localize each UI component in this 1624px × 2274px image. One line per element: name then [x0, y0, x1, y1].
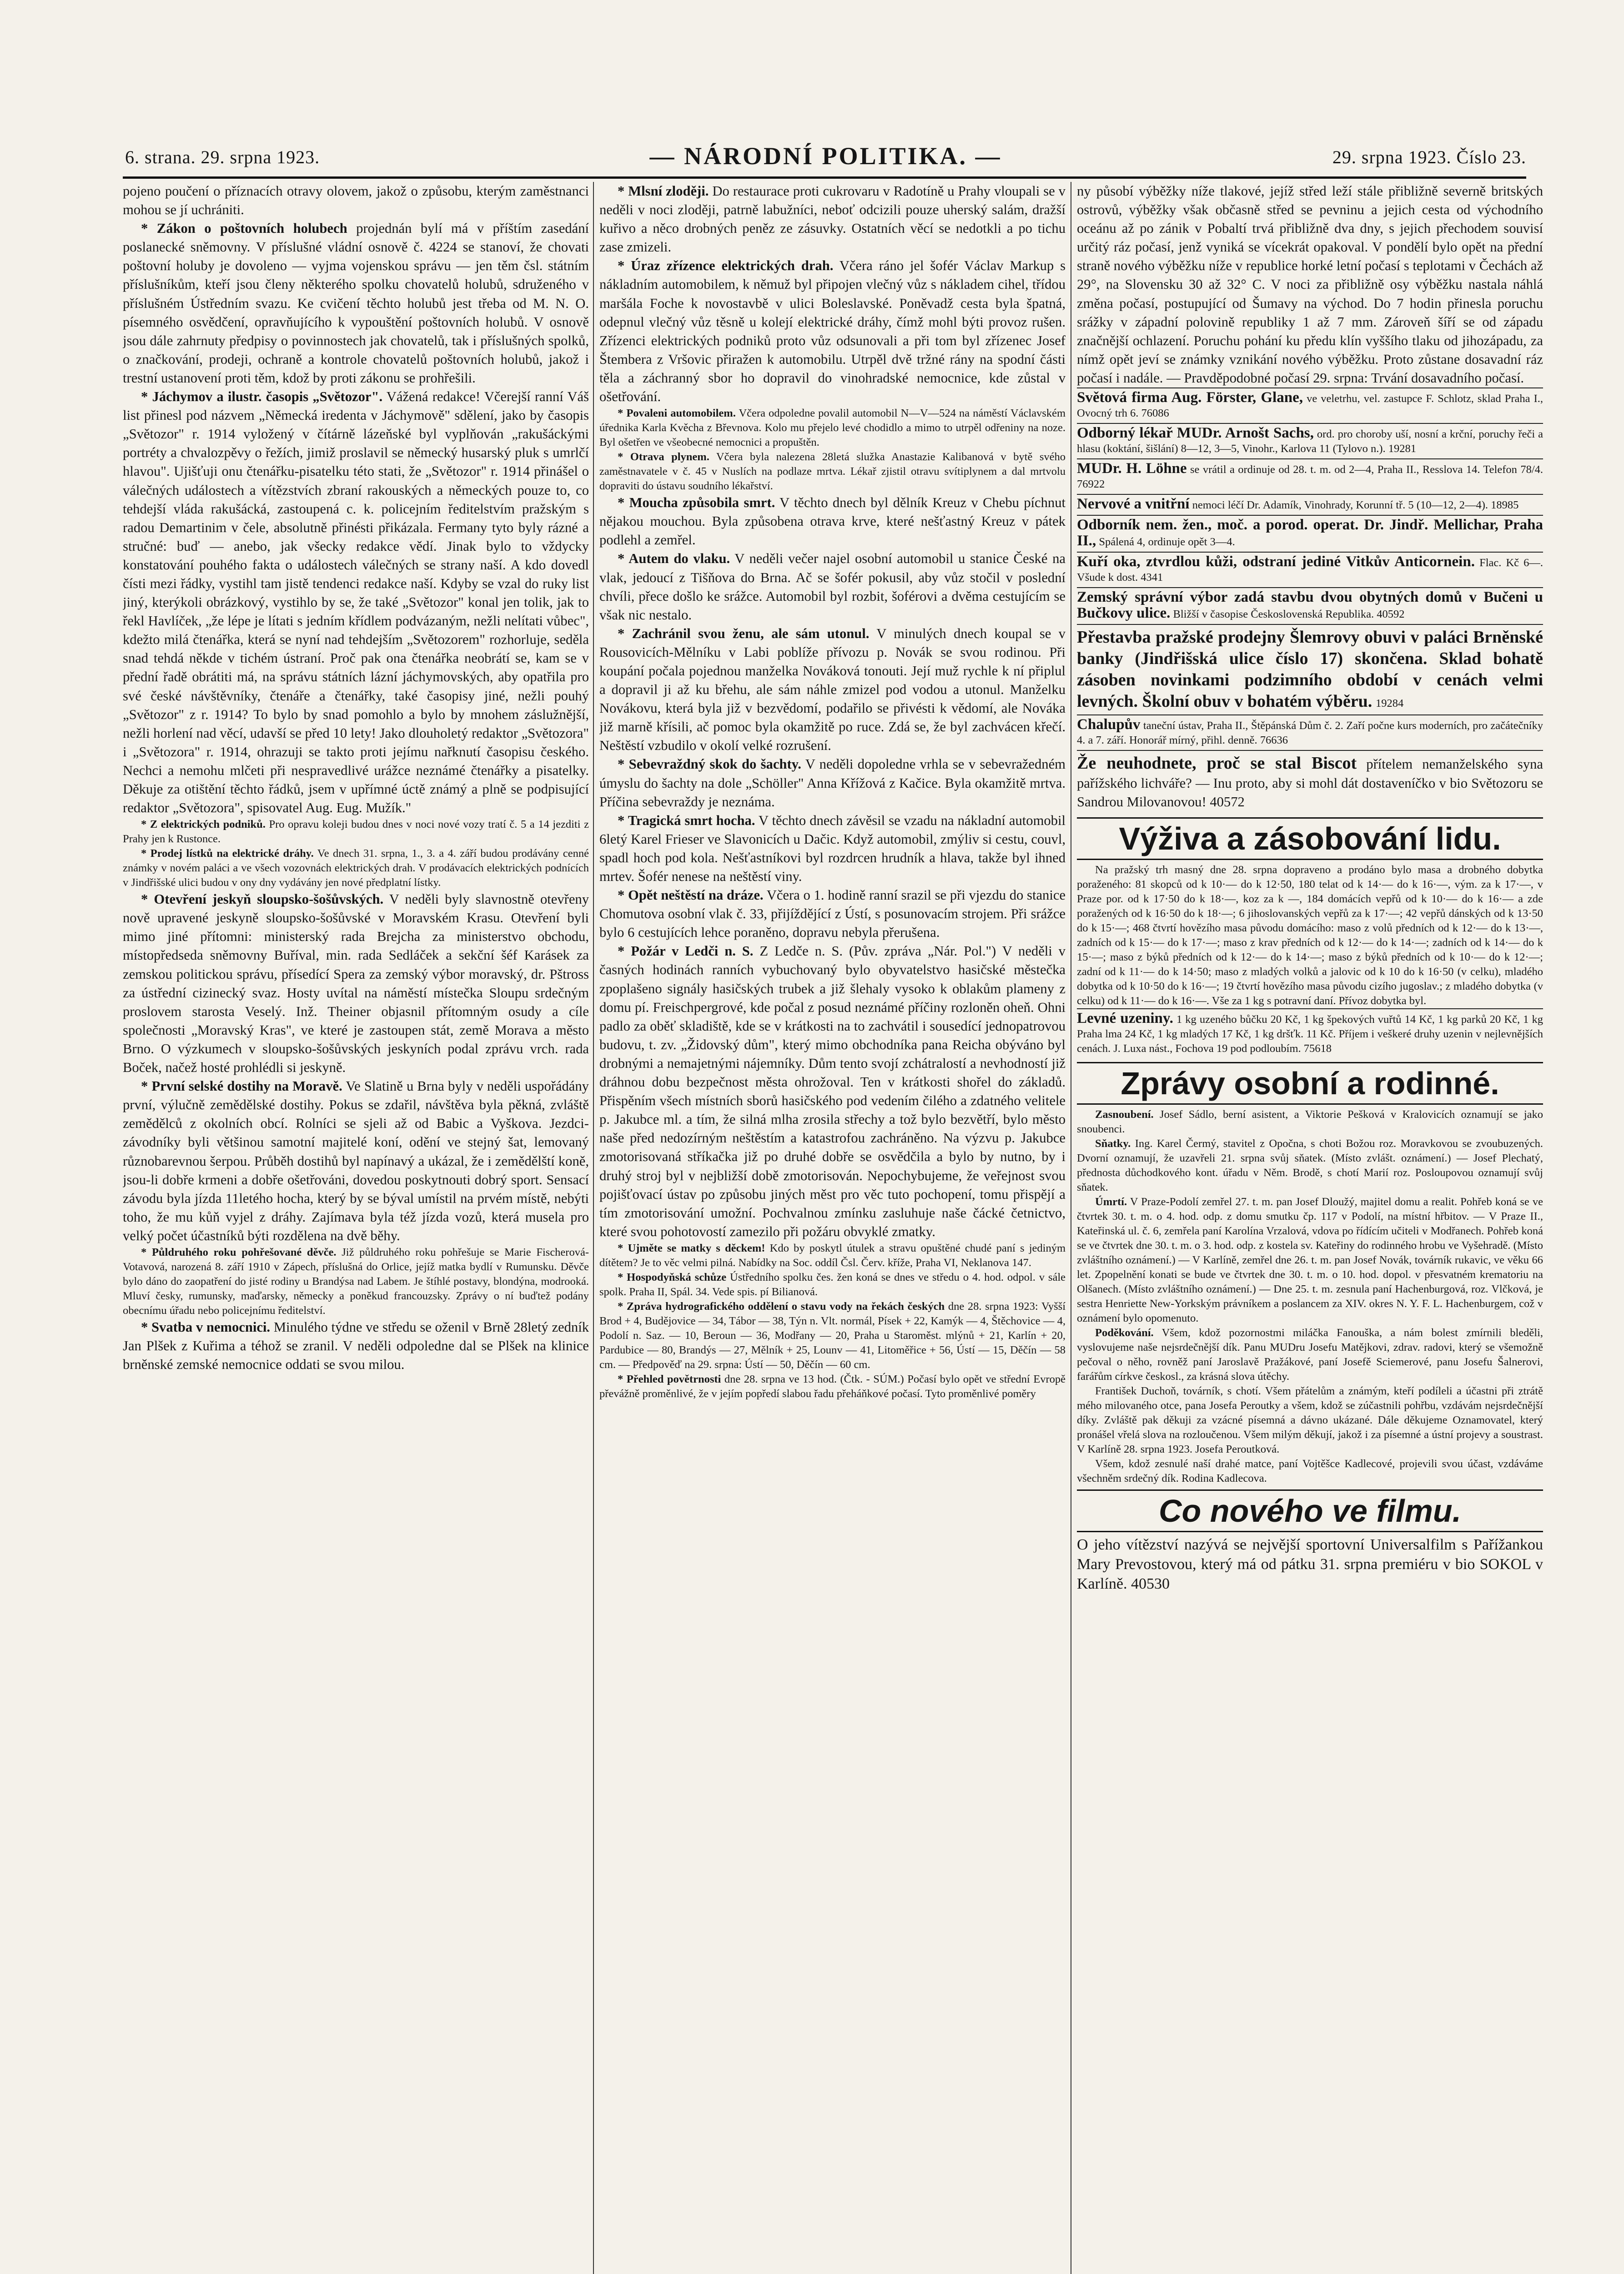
article-title: * Požár v Ledči n. S. [618, 943, 754, 959]
article-title: * Přehled povětrnosti [618, 1373, 721, 1385]
ad-body: ord. pro choroby uší, nosní a krční, poruchy řeči a hlasu (koktání, šišlání) 8—12, 3—5, Vinohr., Karlova 11 (Tylovo n.). 19281 [1077, 428, 1543, 455]
article [123, 846, 589, 890]
notice-title: Poděkování. [1095, 1327, 1154, 1339]
notice-body: Všem, kdož pozornostmi miláčka Fanouška, a nám bolest zmírnili bleděli, vyslovujeme naše nejsrdečnější dík. Panu MUDru Josefu Matějkovi, zdrav. radovi, který se všemožně pečoval o něho, rovněž paní Jaroslavě Pražákové, paní Josefě Sciemerové, panu Josefu Šalnerovi, farářům církve českosl., za krásná slova útěchy. [1077, 1327, 1543, 1383]
column-divider [593, 182, 594, 2274]
article-body: Minulého týdne ve středu se oženil v Brně 28letý zedník Jan Plšek z Kuřima a téhož se zranil. V neděli odpoledne dal se Plšek na klinice brněnské zemské nemocnice oddati se svou milou. [123, 1319, 589, 1373]
classified-ad [1077, 714, 1543, 750]
personal-notice [1077, 1137, 1543, 1195]
ad-title: Přestavba pražské prodejny Šlemrovy obuvi v paláci Brněnské banky (Jindřišská ulice číslo 17) skončena. Sklad bohatě zásoben novinkami podzimního období v cenách velmi levných. Školní obuv v bohatém výběru. [1077, 628, 1543, 711]
personal-notice [1077, 1326, 1543, 1384]
article-body: Kdo by poskytl útulek a stravu opuštěné chudé paní s jediným dítětem? Je to věc velmi pilná. Nabídky na Soc. oddíl Čsl. Červ. kříže, Praha VI, Neklanova 147. [599, 1242, 1066, 1269]
article [599, 257, 1066, 406]
article-title: * Ujměte se matky s děckem! [618, 1242, 765, 1254]
article [599, 1241, 1066, 1270]
notice-title: Sňatky. [1095, 1137, 1131, 1150]
article-body: V neděli dopoledne vrhla se v sebevražedném úmyslu do šachty na dole „Schöller" Anna Křížová z Kačice. Byla okamžitě mrtva. Příčina sebevraždy je neznáma. [599, 756, 1066, 810]
ad-title: Nervové a vnitřní [1077, 496, 1190, 513]
article-title: * Mlsní zloději. [618, 183, 709, 199]
article-body: Vážená redakce! Včerejší ranní Váš list přinesl pod názvem „Německá iredenta v Jáchymově" sdělení, jako by časopis „Světozor" r. 1914 vyložený v čítárně lázeňské byl vyplňován „rakušáckými portréty a chvalozpěvy o řežích, jimiž proslavil se německý husarský pluk s umrlčí hlavou". Ujišťuji onu čtenářku-pisatelku této stati, že „Světozor" r. 1914 přinášel o válečných událostech a vítězstvích zbraní rakouských a německých pouze to, co tehdejší vláda rakušácká, zastoupená c. k. policejním ředitelstvím pražským s radou Demartinim v čele, absolutně přinésti přikázala. Fermany tyto byly rázné a stručné: buď — anebo, jak všecky redakce vědí. Jinak bylo to vždycky konstatování pouhého fakta o událostech válečných se strany naší. A kdo dovedl čísti mezi řádky, vystihl tam jistě tendenci redakce naší. Kdyby se vzal do ruky list jiný, kterýkoli obrázkový, vystihlo by se, že také „Světozor" konal jen tolik, jak to řekl Havlíček, „že lépe je lítati s jedním křídlem podvázaným, nežli nelítati vůbec", kdežto milá čtenářka, která se nyní nad tehdejším „Světozorem" rozhorluje, seděla snad tehdá někde v tichém ústraní. Proč pak ona čtenářka neobrátí se, kam se v přední řadě obrátiti má, na správu státních lázní jáchymovských, aby opatřila pro své české návštěvníky, čtenáře a čtenářky, také časopisy jiné, nežli pouhý „Světozor" z r. 1914? To bylo by snad pomohlo a bylo by mnohem záslužnější, nežli horlení nad věcí, udavší se před 10 lety! Jako dlouholetý redaktor „Světozora" i „Světozora" r. 1914, ohrazuji se takto proti jejímu nařknutí časopisu českého. Nechci a nemohu mlčeti při nespravedlivé urážce neznámé čtenářky a pisatelky. Děkuje za otištění těchto řádků, jsem v upřímné úctě známý a plně se podpisující redaktor „Světozora", spisovatel Aug. Eug. Mužík." [123, 389, 589, 816]
article-body: dne 28. srpna ve 13 hod. (Čtk. - SÚM.) Počasí bylo opět ve střední Evropě převážně proměnlivé, že v jejím popředí slabou řadu přeháňkové počasí. Tyto proměnlivé poměry [599, 1373, 1066, 1400]
article-body: Již půldruhého roku pohřešuje se Marie Fischerová-Votavová, narozená 8. září 1910 v Zápech, příslušná do Orlice, jejíž matka bydlí v Rumunsku. Děvče bylo dáno do zaopatření do jisté rodiny u Brandýsa nad Labem. Je štíhlé postavy, blondýna, modrooká. Mluví česky, rumunsky, maďarsky, německy a poněkud francouzsky. Zprávy o ní buďtež podány obecnímu úřadu nebo policejnímu ředitelství. [123, 1246, 589, 1317]
classified-ad [1077, 552, 1543, 587]
article [599, 493, 1066, 549]
ad-title: MUDr. H. Löhne [1077, 460, 1187, 477]
article-title: * Z elektrických podniků. [141, 818, 266, 831]
article [599, 755, 1066, 811]
article-body: Včera odpoledne povalil automobil N—V—524 na náměstí Václavském úřednika Karla Kvěcha z Břevnova. Kolo mu přejelo levé chodidlo a mimo to utrpěl odřeniny na noze. Byl ošetřen ve všeobecné nemocnici a propuštěn. [599, 407, 1066, 449]
article-body: V neděli byly slavnostně otevřeny nově upravené jeskyně sloupsko-šošůvské v Moravském Krasu. Otevření byli mimo jiné přítomni: ministerský rada Brejcha za ministerstvo obchodu, místopředseda sněmovny Buříval, min. rada Sedláček a sekční šéf Karásek za zemskou politickou správu, přísedící Spera za zemský výbor moravský, dr. Pštross za ústřední cizinecký svaz. Hosty uvítal na náměstí místečka Sloupu srdečným proslovem starosta Veselý. Inž. Theiner objasnil přítomným osudy a cíle společnosti „Moravský Kras", ve které je zastoupen stát, země Morava a město Brno. O výzkumech v sloupsko-šošůvských jeskyních podal zprávu vrch. rada Boček, načež hosté prohlédli si jeskyně. [123, 891, 589, 1076]
article-title: * Úraz zřízence elektrických drah. [618, 258, 834, 274]
article-body: Ve dnech 31. srpna, 1., 3. a 4. září budou prodávány cenné známky v novém paláci a ve všech vozovnách elektrických drah. V prodávacích elektrických podnících v Jindřišské ulici budou v ony dny vydávány jen nové předplatní lístky. [123, 847, 589, 889]
article-title: * Otrava plynem. [618, 451, 709, 463]
article-body: Z Ledče n. S. (Pův. zpráva „Nár. Pol.") V neděli v časných hodinách ranních vybuchovaný bylo obyvatelstvo hasičské městečka zpoplašeno signály hasičských trubek a již šlehaly vysoko k oblakům plameny z domu pí. Freischpergrové, kde počal z posud neznámé příčiny rozloněn oheň. Ohni padlo za oběť skladiště, kde se v krátkosti na to zachvátil i sousedící jednopatrovou budovu, t. zv. „Židovský dům", který mimo obchodníka pana Reicha obýváno byl drobnými a nemajetnými nájemníky. Dům tento svojí zchátralostí a nevhodností již dráhnou dobu bezpečnost města ohrožoval. Ten v krátkosti shořel do základů. Přispěním všech místních sborů hasičského pod vedením čilého a zdatného velitele p. Jakubce ml. a tím, že silná mlha zrosila střechy a tož bylo bezvětří, bylo město naše před nedozírným neštěstím a katastrofou zachráněno. Na výzvu p. Jakubce zmotorisovaná stříkačka již po druhé dobře se osvědčila a bylo by nutno, by i druhý stroj byl v nejbližší době zmotorisován. Nepochybujeme, že veřejnost svou pojišťovací ústav po způsobu jiných měst pro věc tuto pochopení, tomu přispějí a tím zmotorisování umožní. Pochvalnou zmínku zasluhuje naše čácké četnictvo, které svou pohotovostí zamezilo při požáru obvyklé zmatky. [599, 943, 1066, 1239]
article-title: * Moucha způsobila smrt. [618, 495, 775, 511]
ad-body: přítelem nemanželského syna pařížského lichváře? — Inu proto, aby si mohl dát dostaveníčko v bio Světozoru se Sandrou Milovanovou! 40572 [1077, 756, 1543, 810]
header-rule [123, 176, 1526, 179]
notice-body: Josef Sádlo, berní asistent, a Viktorie Pešková v Kralovicích oznamují se jako snoubenci. [1077, 1108, 1543, 1136]
article [599, 1372, 1066, 1401]
article-body: pojeno poučení o příznacích otravy olovem, jakož o způsobu, kterým zaměstnanci mohou se jí uchrániti. [123, 183, 589, 218]
masthead-title: — NÁRODNÍ POLITIKA. — [649, 142, 1002, 170]
article-title: * Jáchymov a ilustr. časopis „Světozor". [141, 389, 383, 405]
notice-title: Úmrtí. [1095, 1196, 1127, 1208]
article-title: * Autem do vlaku. [618, 551, 730, 567]
ad-title: Odborný lékař MUDr. Arnošt Sachs, [1077, 425, 1314, 442]
column-1 [123, 182, 589, 2274]
display-ad [1077, 750, 1543, 814]
article [123, 219, 589, 387]
ad-title: Levné uzeniny. [1077, 1010, 1173, 1027]
article-body: Ve Slatině u Brna byly v neděli uspořádány první, výlučně zemědělské dostihy. Pokus se zdařil, návštěva byla pěkná, zvláště zemědělců z okolních obcí. Rolníci se sjeli až od Babic a Vyškova. Jezdci-závodníky byli většinou samotní majitelé koní, odění ve stejný šat, lemovaný různobarevnou šerpou. Průběh dostihů byl napínavý a ukázal, že i zemědělští koně, jsou-li dobře krmeni a dobře ošetřováni, dovedou poskytnouti dobrý sport. Sensací závodu byla jízda 11letého hocha, který by se býval umístil na prvém místě, nebýti toho, že mu kůň vyjel z dráhy. Zajímava byla též jízda vozů, která musela pro velký počet účastníků býti rozdělena na dvě běhy. [123, 1078, 589, 1243]
page-header [125, 142, 1526, 174]
article-title: * Půldruhého roku pohřešované děvče. [141, 1246, 337, 1258]
article [599, 942, 1066, 1241]
classified-ad [1077, 423, 1543, 458]
article-body: Pro opravu koleji budou dnes v noci nové vozy tratí č. 5 a 14 jezditi z Prahy jen k Rustonce. [123, 818, 589, 845]
article-body: Včera ráno jel šofér Václav Markup s nákladním automobilem, k němuž byl připojen vlečný vůz s nákladem cihel, třídou maršála Foche k novostavbě v ulici Boleslavské. Poněvadž cesta byla špatná, odepnul vlečný vůz těsně u kolejí elektrické dráhy, čímž mohl býti provoz rušen. Zřízenci elektrických podniků proto vůz odsunovali a při tom byl zřízenec Josef Štembera z Vršovic přiražen k automobilu. Utrpěl dvě tržné rány na spodní části těla a záchranný sbor ho dopravil do vinohradské nemocnice, kde zůstal v ošetřování. [599, 258, 1066, 405]
section-heading: Zprávy osobní a rodinné. [1077, 1062, 1543, 1105]
article-body: Včera o 1. hodině ranní srazil se při vjezdu do stanice Chomutova osobní vlak č. 33, přijíždějící z Ústí, s posunovacím strojem. Při srážce bylo 6 cestujících lehce poraněno, dopravu nebyla přerušena. [599, 887, 1066, 941]
article-title: * Otevření jeskyň sloupsko-šošůvských. [141, 891, 384, 907]
issue-date-number: 29. srpna 1923. Číslo 23. [1332, 147, 1526, 167]
classified-ad [1077, 387, 1543, 423]
classified-ad [1077, 1008, 1543, 1058]
article-title: * Svatba v nemocnici. [141, 1319, 271, 1335]
article-body: V těchto dnech byl dělník Kreuz v Chebu píchnut nějakou mouchou. Byla způsobena otrava krve, které nešťastný Kreuz v pátek podlehl a zemřel. [599, 495, 1066, 548]
personal-notice [1077, 1384, 1543, 1457]
column-2 [599, 182, 1066, 2274]
article-body: V neděli večer najel osobní automobil u stanice České na vlak, jedoucí z Tišňova do Brna. Ač se šofér pokusil, aby vůz stočil v poslední chvíli, přece došlo ke srážce. Automobil byl rozbit, šoférovi a dvěma cestujícím se však nic nestalo. [599, 551, 1066, 623]
notice-title: Zasnoubení. [1095, 1108, 1154, 1121]
article [123, 182, 589, 219]
ad-title: Že neuhodnete, proč se stal Biscot [1077, 754, 1357, 773]
article [599, 624, 1066, 755]
weather-report: ny působí výběžky níže tlakové, jejíž střed leží stále přibližně severně britských ostrovů, výběžky však občasně střed se pevninu a jejich cesta od východního oceánu až po zánik v Pobaltí trvá přibližně dva dny, s jejich přechodem souvisí určitý ráz počasí, jenž vyniká se vícekrát opakoval. V pondělí bylo opět na přední straně nového výběžku níže v republice horké letní počasí s teplotami v Čechách až 29°, na Slovensku 30 až 32° C. V noci za přibližně osy výběžku nastala náhlá změna počasí, postupující od Šumavy na východ. Do 7 hodin přinesla poruchu srážky v západní polovině republiky 1 až 7 mm. Zároveň šíří se od západu značnější ochlazení. Poruchu pohání ku předu klín vyššího tlaku od jihozápadu, za nímž opět jeví se známky vznikání nového výběžku. Proto zůstane dosavadní ráz počasí i nadále. — Pravděpodobné počasí 29. srpna: Trvání dosavadního počasí. [1077, 183, 1543, 386]
page-number-date: 6. strana. 29. srpna 1923. [125, 147, 320, 167]
article-body: V minulých dnech koupal se v Rousovicích-Mělníku v Labi poblíže přívozu p. Novák se svou rodinou. Při koupání počala pojednou manželka Nováková tonouti. Její muž rychle k ní připlul a dopravil ji až ku břehu, ale sám náhle zmizel pod vodou a utonul. Manželku Novákovu, která byla již v bezvědomí, podařilo se přivésti k vědomí, ale Nováka již marně křísili, ač pomoc byla okamžitě po ruce. Zdá se, že byl zachvácen křečí. Neštěstí vzbudilo v okolí velké rozrušení. [599, 625, 1066, 754]
column-3 [1077, 182, 1543, 2274]
personal-notice [1077, 1457, 1543, 1486]
personal-notice [1077, 1107, 1543, 1137]
article-body: V těchto dnech závěsil se vzadu na nákladní automobil 6letý Karel Frieser ve Slavonicích u Dačic. Když automobil, zmýliv si cestu, couvl, spadl hoch pod kola. Nešťastníkovi byl rozdrcen hrudník a hlava, takže byl ihned mrtev. Šofér nenese na neštěstí viny. [599, 812, 1066, 884]
article-title: * Sebevraždný skok do šachty. [618, 756, 801, 772]
article-title: * Zákon o poštovních holubech [141, 221, 347, 236]
section-heading: Co nového ve filmu. [1077, 1489, 1543, 1532]
article-title: * Zachránil svou ženu, ale sám utonul. [618, 625, 870, 641]
article-title: * Prodej lístků na elektrické dráhy. [141, 847, 314, 860]
ad-body: Bližší v časopise Československá Republika. 40592 [1173, 608, 1405, 621]
article-body: Do restaurace proti cukrovaru v Radotíně u Prahy vloupali se v neděli v noci zloději, patrně labužníci, neboť odcizili pouze uherský salám, dražší kuřivo a něco drobných peněz ze zásuvky. Ostatních věcí se nedotkli a po tichu zase zmizeli. [599, 183, 1066, 255]
article [599, 406, 1066, 450]
ad-title: Odborník nem. žen., moč. a porod. operat. Dr. Jindř. Mellichar, Praha II., [1077, 517, 1543, 549]
article-body: Včera byla nalezena 28letá služka Anastazie Kalibanová v bytě svého zaměstnavatele v č. 45 v Nuslích na podlaze mrtva. Lékař zjistil otravu svítiplynem a dal mrtvolu dopraviti do ústavu soudního lékařství. [599, 451, 1066, 493]
ad-body: nemoci léčí Dr. Adamík, Vinohrady, Korunní tř. 5 (10—12, 2—4). 18985 [1192, 499, 1519, 512]
notice-body: František Duchoň, továrník, s chotí. Všem přátelům a známým, kteří podíleli a účastni při ztrátě mého milovaného otce, pana Josefa Peroutky a všem, kdož se zúčastnili pohřbu, vzdávám nejsrdečnější díky. Zvláště pak děkuji za vzácné písemná a dávno ukázané. Dále děkujeme Oznamovatel, který pronášel vřelá slova na rozloučenou. Všem milým děkují, jakož i za písemné a ústní projevy a soustrast. V Karlíně 28. srpna 1923. Josefa Peroutková. [1077, 1385, 1543, 1456]
notice-body: V Praze-Podolí zemřel 27. t. m. pan Josef Dloužý, majitel domu a realit. Pohřeb koná se ve čtvrtek 30. t. m. o 4. hod. odp. z domu smutku čp. 117 v Podolí, na místní hřbitov. — V Praze II., Kateřinská ul. č. 6, zemřela paní Karolína Vrzalová, vdova po řídícím učiteli v Modřanech. Pohřeb koná se ve čtvrtek dne 30. t. m. o 3. hod. odp. z kostela sv. Kateřiny do rodinného hrobu ve Vyšehradě. (Místo zvláštního oznámení.) — V Karlíně, zemřel dne 26. t. m. pan Josef Novák, továrník rukavic, ve věku 66 let. Zpopelnění konati se bude ve čtvrtek dne 30. t. m. o 10. hod. dopol. v přesvatném krematoriu na Olšanech. (Místo zvláštního oznámení.) — Dne 25. t. m. zesnula paní Hachenburgová, roz. Vlčková, je sestra Henriette New-Yorkským právníkem a poslancem za XIV. okres N. Y. F. L. Hachenburgem, což v oznámení bylo opomenuto. [1077, 1196, 1543, 1325]
article [599, 1299, 1066, 1372]
ad-body: Spálená 4, ordinuje opět 3—4. [1099, 536, 1235, 548]
article [599, 549, 1066, 624]
article [123, 387, 589, 817]
classified-ad [1077, 458, 1543, 494]
article [599, 1270, 1066, 1299]
section-heading: Výživa a zásobování lidu. [1077, 817, 1543, 860]
article [599, 811, 1066, 886]
display-ad [1077, 624, 1543, 714]
ad-body: 19284 [1375, 697, 1404, 710]
classified-ad [1077, 494, 1543, 515]
classified-ad [1077, 515, 1543, 552]
article-title: * Hospodyňská schůze [618, 1271, 727, 1283]
article [123, 1318, 589, 1374]
article [123, 1245, 589, 1318]
ad-title: Světová firma Aug. Förster, Glane, [1077, 389, 1303, 406]
article [123, 1077, 589, 1245]
article [599, 450, 1066, 493]
article-title: * Povaleni automobilem. [618, 407, 736, 420]
ad-body: Flac. Kč 6—. Všude k dost. 4341 [1077, 557, 1543, 584]
ad-title: Zemský správní výbor zadá stavbu dvou obytných domů v Bučeni u Bučkovy ulice. [1077, 589, 1543, 622]
article-body: dne 28. srpna 1923: Vyšší Brod + 4, Budějovice — 34, Tábor — 38, Týn n. Vlt. normál, Písek + 22, Kamýk — 4, Štěchovice — 4, Podolí n. Saz. — 10, Beroun — 36, Modřany — 20, Praha u Staroměst. mlýnů + 21, Karlín + 20, Pardubice — 80, Brandýs — 27, Mělník + 25, Lounv — 41, Litoměřice + 56, Ústí — 15, Děčín — 58 cm. — Předpověď na 29. srpna: Ústí — 50, Děčín — 60 cm. [599, 1300, 1066, 1371]
article-title: * První selské dostihy na Moravě. [141, 1078, 342, 1094]
classified-ad [1077, 587, 1543, 624]
article-body: projednán bylí má v příštím zasedání poslanecké sněmovny. V příslušné vládní osnově č. 4224 se stanoví, že chovati poštovní holuby je dovoleno — vyjma vojenskou správu — jen těm čsl. státním příslušníkům, kteří jsou členy některého spolku chovatelů holubů, sdruženého v příslušném Ústředním svazu. Ke cvičení těchto holubů jest třeba od M. N. O. písemného osvědčení, opravňujícího k vypouštění poštovních holubů. V osnově jsou dále zahrnuty předpisy o povinnostech jak chovatelů, tak i příslušných spolků, o značkování, prodeji, ochraně a kontrole chovatelů poštovních holubů, jakož i trestní ustanovení proti těm, kdož by proti zákonu se prohřešili. [123, 221, 589, 386]
market-report: Na pražský trh masný dne 28. srpna dopraveno a prodáno bylo masa a drobného dobytka poraženého: 81 skopců od k 10·— do k 12·50, 180 telat od k 14·— do k 16·—, vým. za k 17·—, v Praze por. od k 17·50 do k 18·—, koz za k —, 184 domácích vepřů od k 10·— do k 16·— a zde poražených od k 16·50 do k 18·—; 6 jihoslovanských vepřů za k 17·—; 42 vepřů dánských od k 13·50 do k 15·—; 468 čtvrtí hovězího masa původu domácího: maso z volů předních od k 12·— do k 13·—, zadních od k 15·— do k 17·—; maso z krav předních od k 12·— do k 14·—; zadních od k 14·— do k 15·—; maso z býků předních od k 12·— do k 14·—; maso z býků předních od k 10·— do k 12·—; zadní od k 11·— do k 14·50; maso z mladých volků a jalovic od k 10 do k 16·50 (v celku), mladého dobytka od k 10·50 do k 16·—; 19 čtvrtí hovězího masa původu cizího jugoslav.; z mladého dobytka (v celku) od k 11·— do k 16·—. Vše za 1 kg s potravní daní. Přívoz dobytka byl. [1077, 864, 1543, 1007]
ad-body: ve veletrhu, vel. zastupce F. Schlotz, sklad Praha I., Ovocný trh 6. 76086 [1077, 392, 1543, 420]
ad-title: Chalupův [1077, 716, 1141, 733]
personal-notice [1077, 1195, 1543, 1326]
ad-title: Kuří oka, ztvrdlou kůži, odstraní jediné Vitkův Anticornein. [1077, 553, 1475, 570]
ad-body: se vrátil a ordinuje od 28. t. m. od 2—4, Praha II., Resslova 14. Telefon 78/4. 76922 [1077, 463, 1543, 491]
article-title: * Zpráva hydrografického oddělení o stavu vody na řekách českých [618, 1300, 945, 1313]
article [599, 182, 1066, 257]
article [599, 886, 1066, 942]
article-body: Ústředního spolku čes. žen koná se dnes ve středu o 4. hod. odpol. v sále spolk. Praha II, Spál. 34. Vede spis. pí Bilianová. [599, 1271, 1066, 1298]
article-title: * Opět neštěstí na dráze. [618, 887, 764, 903]
notice-body: Ing. Karel Čermý, stavitel z Opočna, s choti Božou roz. Moravkovou se zvoubuzených. Dvorní oznamují, že uzavřeli 21. srpna svůj sňatek. (Místo zvlášt. oznámení.) — Josef Plechatý, přednosta důchodkového kont. úřadu v Něm. Brodě, s chotí Marií roz. Posloupovou oznamují svůj sňatek. [1077, 1137, 1543, 1194]
notice-body: Všem, kdož zesnulé naší drahé matce, paní Vojtěšce Kadlecové, projevili svou účast, vzdáváme všechněm srdečný dík. Rodina Kadlecova. [1077, 1458, 1543, 1485]
article [123, 890, 589, 1077]
article [123, 817, 589, 846]
article-title: * Tragická smrt hocha. [618, 812, 755, 828]
film-notice: O jeho vítězství nazývá se nejvější sportovní Universalfilm s Pařížankou Mary Prevostovou, který má od pátku 31. srpna premiéru v bio SOKOL v Karlíně. 40530 [1077, 1536, 1543, 1593]
ad-body: 1 kg uzeného bůčku 20 Kč, 1 kg špekových vuřtů 14 Kč, 1 kg parků 20 Kč, 1 kg Praha lma 24 Kč, 1 kg mladých 17 Kč, 1 kg dršťk. 11 Kč. Příjem i veškeré druhy uzenin v nejlevnějších cenách. J. Luxa nást., Fochova 19 pod podloubím. 75618 [1077, 1013, 1543, 1055]
ad-body: taneční ústav, Praha II., Štěpánská Dům č. 2. Zaří počne kurs moderních, pro začátečníky 4. a 7. září. Honorář mírný, přihl. denně. 76636 [1077, 719, 1543, 747]
